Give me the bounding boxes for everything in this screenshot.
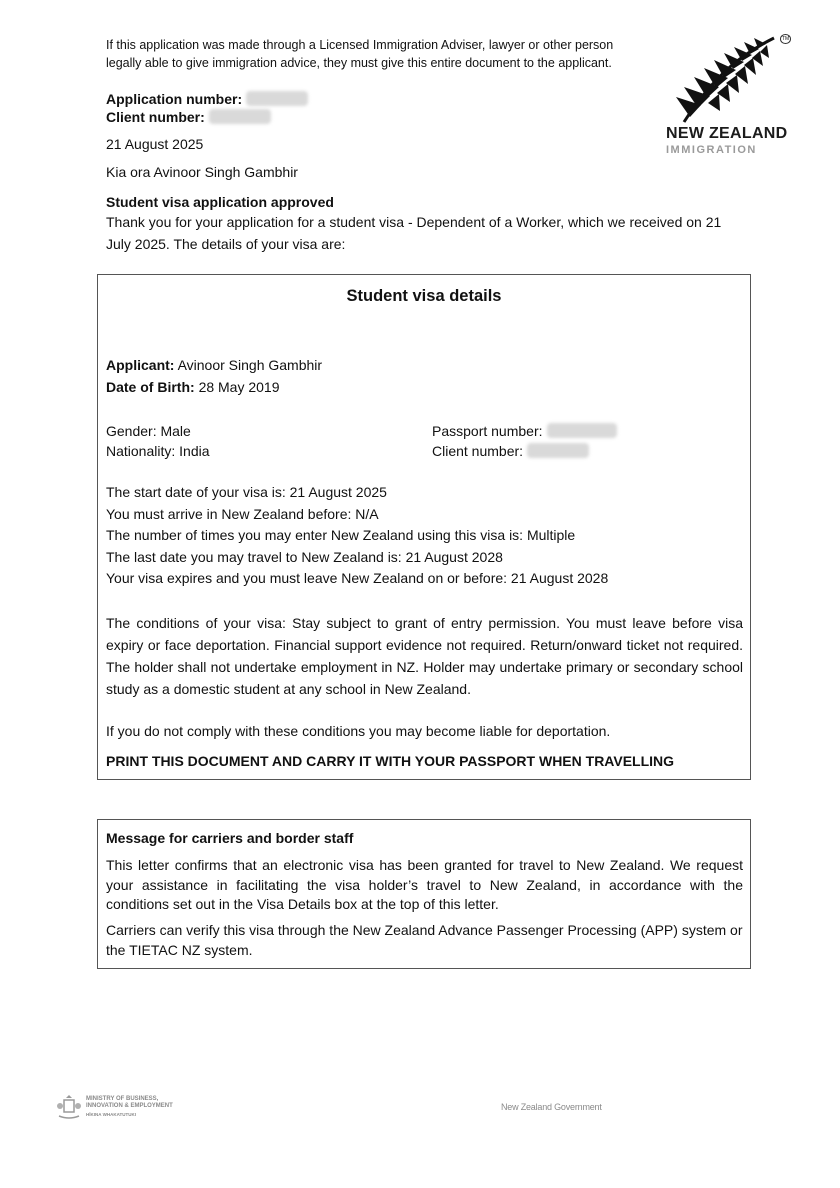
logo-immigration: IMMIGRATION — [666, 144, 757, 156]
redacted-passport-number — [547, 423, 617, 438]
visa-conditions: The conditions of your visa: Stay subject to grant of entry permission. You must leave before visa expiry or face deportation. Financial support evidence not required. Return/onward ticket not required. The holder shall not undertake employment in NZ. Holder may undertake primary or secondary school study as a domestic student at any school in New Zealand. — [106, 615, 743, 697]
carrier-message-box — [97, 819, 751, 969]
immigration-nz-logo — [662, 30, 792, 160]
logo-trademark: TM — [782, 36, 790, 42]
mbie-line3: HĪKINA WHAKATUTUKI — [86, 1112, 136, 1117]
redacted-application-number — [246, 91, 308, 106]
detail-start-date: The start date of your visa is: 21 August 2025 — [106, 484, 387, 500]
client-number-row — [106, 107, 271, 127]
approved-heading: Student visa application approved — [106, 194, 334, 210]
detail-expiry: Your visa expires and you must leave New Zealand on or before: 21 August 2028 — [106, 570, 609, 586]
visa-details-list — [106, 482, 746, 590]
client-number-label: Client number: — [106, 109, 205, 125]
gender: Gender: Male — [106, 423, 191, 439]
redacted-box-client-number — [527, 443, 589, 458]
approved-text: Thank you for your application for a student visa - Dependent of a Worker, which we received on 21 July 2025. The details of your visa are: — [106, 214, 722, 252]
detail-arrive-before: You must arrive in New Zealand before: N/A — [106, 505, 379, 522]
detail-entries: The number of times you may enter New Zealand using this visa is: Multiple — [106, 527, 576, 543]
nz-government-logo: New Zealand Government — [501, 1102, 602, 1112]
mbie-logo — [56, 1094, 206, 1122]
passport-label: Passport number: — [432, 423, 543, 439]
visa-details-title: Student visa details — [346, 287, 502, 305]
adviser-notice: If this application was made through a Licensed Immigration Adviser, lawyer or other person legally able to give immigration advice, they must give this entire document to the applicant. — [106, 38, 614, 70]
mbie-line2: INNOVATION & EMPLOYMENT — [86, 1103, 173, 1109]
dob-row — [106, 377, 280, 399]
visa-details-box — [97, 274, 751, 780]
coat-of-arms-icon — [56, 1094, 82, 1120]
dob-value: 28 May 2019 — [198, 379, 280, 395]
passport-row — [432, 421, 617, 443]
carrier-message-p2: Carriers can verify this visa through the New Zealand Advance Passenger Processing (APP) system or the TIETAC NZ system. — [106, 922, 743, 958]
application-number-label: Application number: — [106, 91, 243, 107]
detail-last-travel-date: The last date you may travel to New Zealand is: 21 August 2028 — [106, 548, 503, 565]
redacted-client-number — [209, 109, 271, 124]
nationality: Nationality: India — [106, 443, 210, 459]
applicant-row — [106, 355, 322, 377]
box-client-row — [432, 441, 589, 463]
mbie-line1: MINISTRY OF BUSINESS, — [86, 1096, 159, 1102]
letter-date: 21 August 2025 — [106, 136, 204, 152]
comply-warning: If you do not comply with these conditions you may become liable for deportation. — [106, 723, 611, 739]
print-instruction: PRINT THIS DOCUMENT AND CARRY IT WITH YOUR PASSPORT WHEN TRAVELLING — [106, 753, 675, 769]
greeting: Kia ora Avinoor Singh Gambhir — [106, 164, 298, 180]
applicant-label: Applicant: — [106, 357, 175, 373]
logo-new-zealand: NEW ZEALAND — [666, 125, 788, 142]
silver-fern-icon — [666, 32, 781, 127]
carrier-message-title: Message for carriers and border staff — [106, 830, 354, 846]
box-client-label: Client number: — [432, 443, 524, 459]
dob-label: Date of Birth: — [106, 379, 195, 395]
applicant-value: Avinoor Singh Gambhir — [177, 357, 323, 373]
carrier-message-p1: This letter confirms that an electronic visa has been granted for travel to New Zealand. We request your assistance in facilitating the visa holder’s travel to New Zealand, in accordance with the conditions set out in the Visa Details box at the top of this letter. — [106, 857, 743, 912]
application-number-row — [106, 89, 308, 109]
